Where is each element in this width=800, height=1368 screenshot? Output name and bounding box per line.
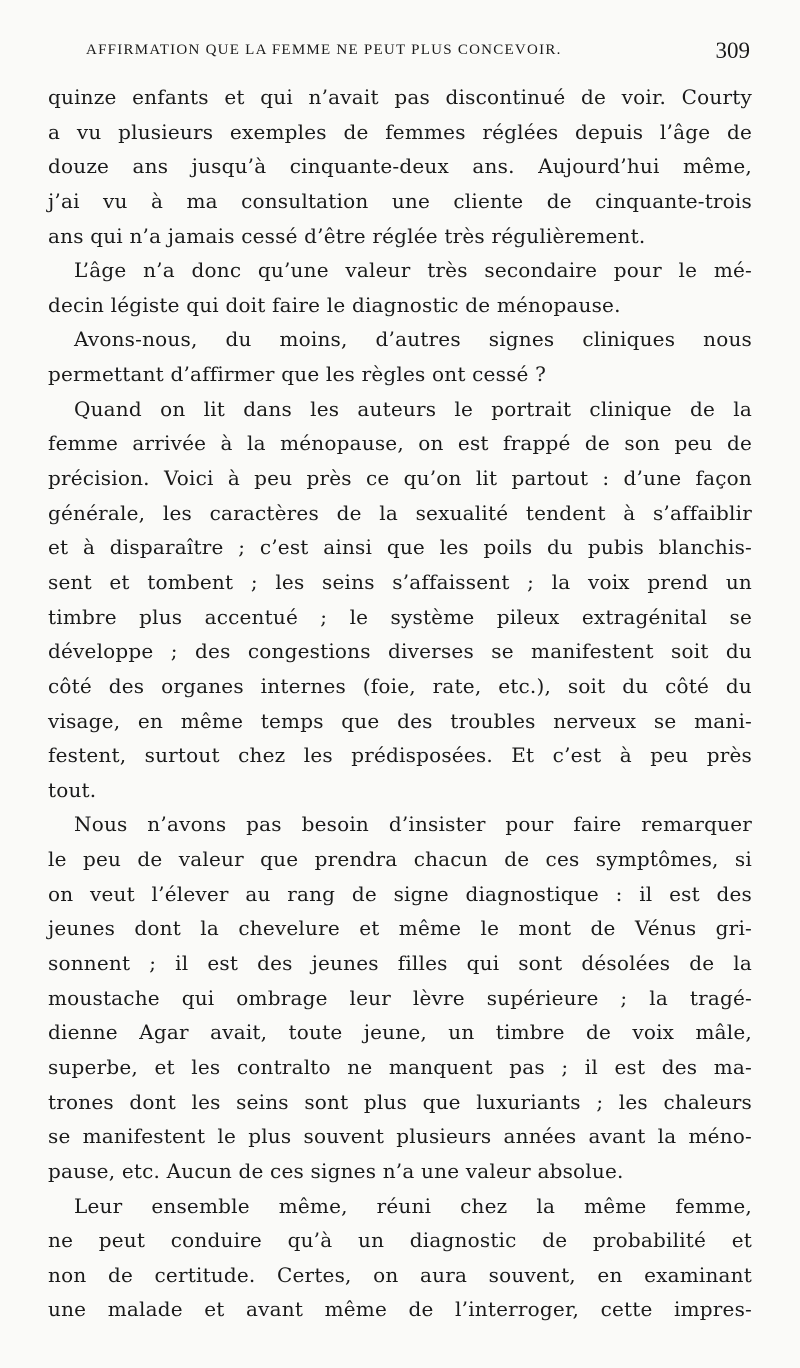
text-line: Leur ensemble même, réuni chez la même femme,	[74, 1193, 752, 1218]
text-line: a vu plusieurs exemples de femmes réglées depuis l’âge de	[48, 119, 752, 144]
text-line: trones dont les seins sont plus que luxuriants ; les chaleurs	[48, 1089, 752, 1114]
text-line: générale, les caractères de la sexualité tendent à s’affaiblir	[48, 500, 752, 525]
text-line: Nous n’avons pas besoin d’insister pour faire remarquer	[74, 812, 752, 837]
text-line: dienne Agar avait, toute jeune, un timbre de voix mâle,	[48, 1020, 752, 1045]
text-line: permettant d’affirmer que les règles ont cessé ?	[48, 362, 547, 387]
text-line: une malade et avant même de l’interroger, cette impres-	[48, 1297, 752, 1322]
text-line: visage, en même temps que des troubles nerveux se mani-	[48, 708, 752, 733]
text-line: superbe, et les contralto ne manquent pas ; il est des ma-	[48, 1054, 752, 1079]
running-title: AFFIRMATION QUE LA FEMME NE PEUT PLUS CONCEVOIR.	[86, 42, 562, 58]
text-line: non de certitude. Certes, on aura souvent, en examinant	[48, 1262, 752, 1287]
text-line: le peu de valeur que prendra chacun de ces symptômes, si	[48, 847, 752, 872]
text-line: sent et tombent ; les seins s’affaissent ; la voix prend un	[48, 569, 752, 594]
text-line: decin légiste qui doit faire le diagnostic de ménopause.	[48, 292, 621, 317]
text-line: j’ai vu à ma consultation une cliente de cinquante-trois	[48, 188, 752, 213]
text-line: tout.	[48, 777, 97, 802]
body-text	[48, 80, 752, 1327]
text-line: L’âge n’a donc qu’une valeur très secondaire pour le mé-	[74, 258, 752, 283]
text-line: Avons-nous, du moins, d’autres signes cliniques nous	[74, 327, 752, 352]
text-line: quinze enfants et qui n’avait pas discontinué de voir. Courty	[48, 85, 752, 109]
text-line: et à disparaître ; c’est ainsi que les poils du pubis blanchis-	[48, 535, 752, 560]
text-line: se manifestent le plus souvent plusieurs années avant la méno-	[48, 1124, 752, 1149]
text-line: pause, etc. Aucun de ces signes n’a une valeur absolue.	[48, 1158, 624, 1183]
page-number: 309	[715, 38, 750, 63]
running-head	[48, 38, 752, 68]
text-line: côté des organes internes (foie, rate, etc.), soit du côté du	[48, 673, 752, 698]
text-line: on veut l’élever au rang de signe diagnostique : il est des	[48, 881, 752, 906]
text-line: jeunes dont la chevelure et même le mont de Vénus gri-	[48, 916, 752, 941]
text-line: timbre plus accentué ; le système pileux extragénital se	[48, 604, 752, 629]
text-line: sonnent ; il est des jeunes filles qui sont désolées de la	[48, 951, 752, 976]
text-line: moustache qui ombrage leur lèvre supérieure ; la tragé-	[48, 985, 752, 1010]
text-line: femme arrivée à la ménopause, on est frappé de son peu de	[48, 431, 752, 456]
text-line: précision. Voici à peu près ce qu’on lit partout : d’une façon	[48, 466, 752, 491]
text-line: douze ans jusqu’à cinquante-deux ans. Aujourd’hui même,	[48, 154, 752, 179]
text-line: Quand on lit dans les auteurs le portrait clinique de la	[74, 396, 752, 421]
text-line: festent, surtout chez les prédisposées. Et c’est à peu près	[48, 743, 752, 768]
text-line: ne peut conduire qu’à un diagnostic de probabilité et	[48, 1228, 752, 1253]
text-line: ans qui n’a jamais cessé d’être réglée très régulièrement.	[48, 223, 646, 248]
text-line: développe ; des congestions diverses se manifestent soit du	[48, 639, 752, 664]
